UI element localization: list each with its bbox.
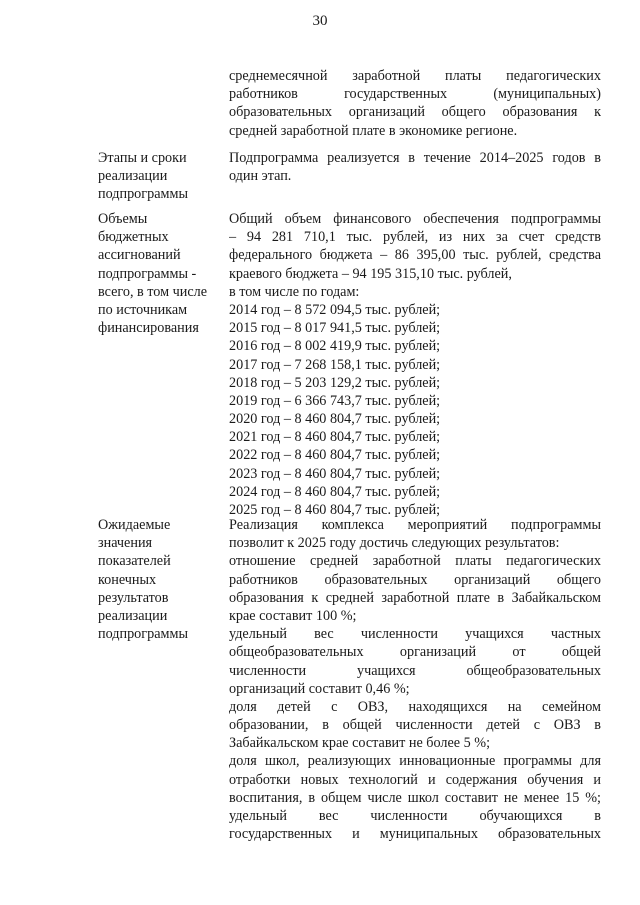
row-label <box>98 516 223 643</box>
content-line: организаций составит 0,46 %; <box>229 680 410 697</box>
label-line: подпрограммы <box>98 626 188 643</box>
content-line: 2017 год – 7 268 158,1 тыс. рублей; <box>229 356 441 373</box>
label-line: подпрограммы <box>98 186 188 203</box>
label-line: ассигнований <box>98 247 181 264</box>
content-line: 2020 год – 8 460 804,7 тыс. рублей; <box>229 411 441 428</box>
content-line: позволит к 2025 году достичь следующих результатов: <box>229 535 560 552</box>
label-line: Этапы и сроки <box>98 150 187 166</box>
row-label <box>98 210 223 337</box>
label-line: реализации <box>98 607 168 624</box>
row-content <box>229 516 601 843</box>
content-line: в том числе по годам: <box>229 283 360 300</box>
content-line: образовании, в общей численности детей с ОВЗ в <box>229 717 601 734</box>
content-line: доля детей с ОВЗ, находящихся на семейном <box>229 698 601 715</box>
content-line: Общий объем финансового обеспечения подпрограммы <box>229 211 601 227</box>
content-line: один этап. <box>229 168 292 185</box>
label-line: подпрограммы - <box>98 265 197 282</box>
row-content <box>229 67 601 140</box>
label-line: конечных <box>98 571 157 588</box>
row-content <box>229 149 601 185</box>
content-line: 2016 год – 8 002 419,9 тыс. рублей; <box>229 338 441 355</box>
label-line: по источникам <box>98 301 188 318</box>
content-line: 2025 год – 8 460 804,7 тыс. рублей; <box>229 502 441 518</box>
label-line: Объемы <box>98 211 148 227</box>
content-line: образования к средней заработной плате в Забайкальском <box>229 589 601 606</box>
content-line: 2015 год – 8 017 941,5 тыс. рублей; <box>229 320 441 337</box>
content-line: – 94 281 710,1 тыс. рублей, из них за счет средств <box>229 229 601 246</box>
content-line: крае составит 100 %; <box>229 607 357 624</box>
content-line: федерального бюджета – 86 395,00 тыс. рублей, средства <box>229 247 601 264</box>
content-line: удельный вес численности обучающихся в <box>229 808 601 824</box>
content-line: 2023 год – 8 460 804,7 тыс. рублей; <box>229 465 441 482</box>
content-line: 2014 год – 8 572 094,5 тыс. рублей; <box>229 301 441 318</box>
content-line: удельный вес численности учащихся частных <box>229 626 601 643</box>
content-line: Забайкальском крае составит не более 5 %; <box>229 735 491 752</box>
content-line: 2022 год – 8 460 804,7 тыс. рублей; <box>229 447 441 464</box>
label-line: результатов <box>98 589 169 606</box>
content-line: 2021 год – 8 460 804,7 тыс. рублей; <box>229 429 441 446</box>
content-line: 2024 год – 8 460 804,7 тыс. рублей; <box>229 483 441 500</box>
content-line: Реализация комплекса мероприятий подпрограммы <box>229 517 601 533</box>
content-line: численности учащихся общеобразовательных <box>229 662 601 679</box>
label-line: всего, в том числе <box>98 283 208 300</box>
content-line: отношение средней заработной платы педагогических <box>229 553 601 570</box>
label-line: реализации <box>98 168 168 185</box>
row-content <box>229 210 601 519</box>
content-line: Подпрограмма реализуется в течение 2014–2025 годов в <box>229 150 601 166</box>
label-line: Ожидаемые <box>98 517 171 533</box>
content-line: воспитания, в общем числе школ составит не менее 15 %; <box>229 789 601 806</box>
page-number: 30 <box>312 13 328 29</box>
label-line: показателей <box>98 553 171 570</box>
content-line: отработки новых технологий и содержания обучения и <box>229 771 601 788</box>
label-line: финансирования <box>98 320 199 337</box>
content-line: доля школ, реализующих инновационные программы для <box>229 753 601 770</box>
content-line: среднемесячной заработной платы педагогических <box>229 68 601 84</box>
label-line: бюджетных <box>98 229 169 246</box>
content-line: государственных и муниципальных образовательных <box>229 826 601 843</box>
content-line: 2018 год – 5 203 129,2 тыс. рублей; <box>229 374 441 391</box>
content-line: средней заработной плате в экономике регионе. <box>229 122 518 139</box>
content-line: образовательных организаций общего образования к <box>229 104 601 121</box>
content-line: 2019 год – 6 366 743,7 тыс. рублей; <box>229 392 441 409</box>
label-line: значения <box>98 535 153 552</box>
content-line: общеобразовательных организаций от общей <box>229 644 601 661</box>
row-label <box>98 149 223 204</box>
content-line: краевого бюджета – 94 195 315,10 тыс. рублей, <box>229 265 512 282</box>
content-line: работников государственных (муниципальных) <box>229 86 601 103</box>
content-line: работников образовательных организаций общего <box>229 571 601 588</box>
